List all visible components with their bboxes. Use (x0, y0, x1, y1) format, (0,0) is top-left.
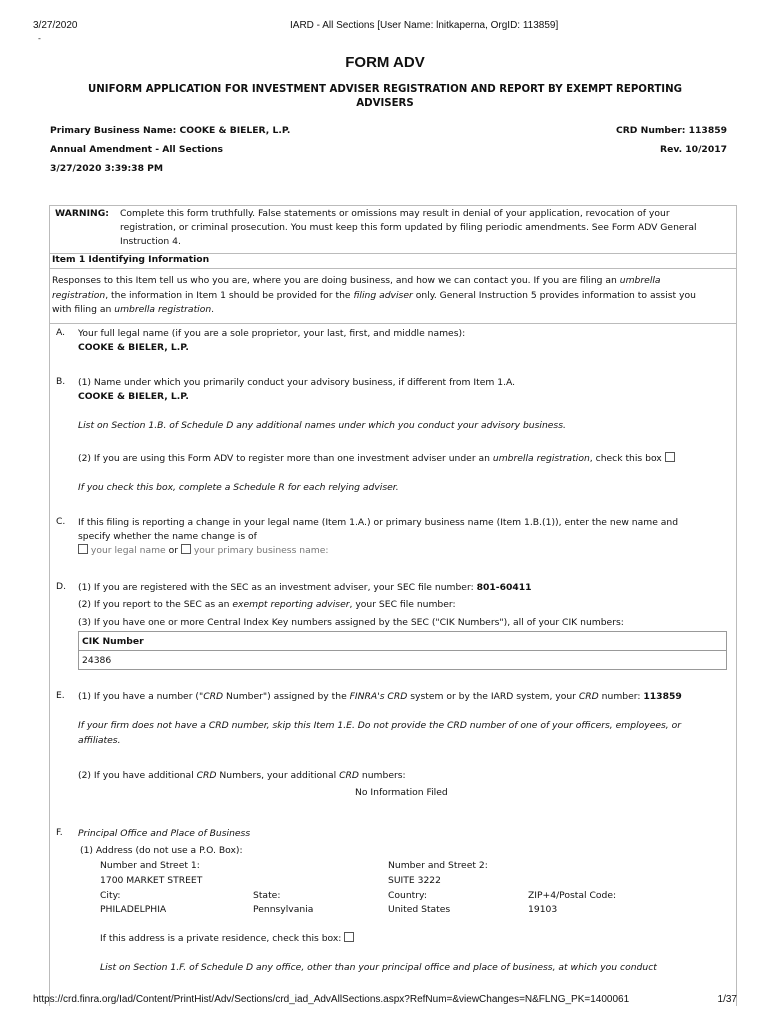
zip-label: ZIP+4/Postal Code: (528, 890, 617, 901)
item-e-note2: affiliates. (78, 735, 121, 746)
item1-heading: Item 1 Identifying Information (52, 254, 210, 265)
item-e-q2: (2) If you have additional CRD Numbers, your additional CRD numbers: (78, 770, 406, 781)
item-b-q2: (2) If you are using this Form ADV to register more than one investment adviser under an umbrella registration, check this box (78, 452, 675, 467)
street1-value: 1700 MARKET STREET (100, 875, 203, 886)
sec-file-number: 801-60411 (476, 582, 532, 593)
item-b-answer: COOKE & BIELER, L.P. (78, 391, 189, 402)
warning-label: WARNING: (55, 208, 109, 219)
item-a-letter: A. (56, 327, 66, 338)
street2-value: SUITE 3222 (388, 875, 441, 886)
footer-url[interactable]: https://crd.finra.org/Iad/Content/PrintHist/Adv/Sections/crd_iad_AdvAllSections.aspx?RefNum=&viewChanges=N&FLNG_PK=1400061 (33, 994, 630, 1005)
business-name-label: your primary business name: (193, 545, 329, 556)
item-d-letter: D. (56, 581, 66, 592)
state-label: State: (253, 890, 281, 901)
item-a-question: Your full legal name (if you are a sole proprietor, your last, first, and middle names): (78, 328, 466, 339)
divider (49, 323, 736, 324)
item-c-line1: If this filing is reporting a change in your legal name (Item 1.A.) or primary business name (Item 1.B.(1)), enter the new name and (78, 517, 679, 528)
cik-header: CIK Number (79, 632, 727, 651)
business-name-checkbox[interactable] (181, 544, 191, 554)
item-b-note: List on Section 1.B. of Schedule D any additional names under which you conduct your advisory business. (78, 420, 566, 431)
no-info-filed: No Information Filed (355, 787, 448, 798)
item-f-q1: (1) Address (do not use a P.O. Box): (80, 845, 243, 856)
city-value: PHILADELPHIA (100, 904, 167, 915)
cik-table (78, 631, 727, 670)
form-timestamp: 3/27/2020 3:39:38 PM (50, 163, 164, 174)
table-row (79, 651, 727, 670)
item-d-q3: (3) If you have one or more Central Index Key numbers assigned by the SEC ("CIK Numbers"), all of your CIK numbers: (78, 617, 624, 628)
print-title: IARD - All Sections [User Name: lnitkaperna, OrgID: 113859] (290, 20, 559, 31)
item-b-q1: (1) Name under which you primarily conduct your advisory business, if different from Item 1.A. (78, 377, 516, 388)
item-c-line2: specify whether the name change is of (78, 531, 257, 542)
form-subtitle-line2: ADVISERS (356, 98, 414, 109)
cik-value: 24386 (79, 651, 727, 670)
legal-name-checkbox[interactable] (78, 544, 88, 554)
item-d-q1: (1) If you are registered with the SEC as an investment adviser, your SEC file number: 801-60411 (78, 582, 532, 593)
item-b-letter: B. (56, 376, 66, 387)
item-f-letter: F. (56, 827, 63, 838)
print-date: 3/27/2020 (33, 20, 78, 31)
table-header-row (79, 632, 727, 651)
form-revision: Rev. 10/2017 (660, 144, 727, 155)
private-residence-checkbox[interactable] (344, 932, 354, 942)
country-label: Country: (388, 890, 427, 901)
item-d-q2: (2) If you report to the SEC as an exempt reporting adviser, your SEC file number: (78, 599, 456, 610)
umbrella-registration-checkbox[interactable] (665, 452, 675, 462)
crd-number: CRD Number: 113859 (615, 125, 727, 136)
street1-label: Number and Street 1: (100, 860, 200, 871)
private-residence: If this address is a private residence, check this box: (100, 932, 354, 947)
item-e-note1: If your firm does not have a CRD number, skip this Item 1.E. Do not provide the CRD number of one of your officers, employees, or (78, 720, 682, 731)
item1-intro: Responses to this Item tell us who you are, where you are doing business, and how we can contact you. If you are filing an umbrella registration, the information in Item 1 should be provided for the filing adviser only. General Instruction 5 provides information to assist you with filing an umbrella registration. (52, 275, 696, 315)
item-e-letter: E. (56, 690, 65, 701)
street2-label: Number and Street 2: (388, 860, 488, 871)
item-c-letter: C. (56, 516, 66, 527)
item-b-note2: If you check this box, complete a Schedule R for each relying adviser. (78, 482, 399, 493)
warning-line3: Instruction 4. (120, 236, 181, 247)
form-subtitle-line1: UNIFORM APPLICATION FOR INVESTMENT ADVISER REGISTRATION AND REPORT BY EXEMPT REPORTING (88, 84, 682, 95)
item-c-options: your legal name or your primary business name: (78, 544, 328, 559)
warning-line1: Complete this form truthfully. False statements or omissions may result in denial of your application, revocation of your (120, 208, 670, 219)
item-a-answer: COOKE & BIELER, L.P. (78, 342, 189, 353)
amendment-type: Annual Amendment - All Sections (50, 144, 224, 155)
item-f-heading: Principal Office and Place of Business (78, 828, 251, 839)
form-title: FORM ADV (345, 54, 425, 71)
state-value: Pennsylvania (253, 904, 314, 915)
header-dash: - (38, 34, 41, 43)
zip-value: 19103 (528, 904, 558, 915)
crd-number-value: 113859 (643, 691, 682, 702)
warning-line2: registration, or criminal prosecution. You must keep this form updated by filing periodic amendments. See Form ADV General (120, 222, 697, 233)
item-f-list-note: List on Section 1.F. of Schedule D any office, other than your principal office and place of business, at which you conduct (100, 962, 657, 973)
legal-name-label: your legal name (90, 545, 166, 556)
item-e-q1: (1) If you have a number ("CRD Number") assigned by the FINRA's CRD system or by the IARD system, your CRD number: 113859 (78, 691, 682, 702)
country-value: United States (388, 904, 451, 915)
primary-business-name: Primary Business Name: COOKE & BIELER, L.P. (50, 125, 291, 136)
page-number: 1/37 (717, 994, 737, 1005)
city-label: City: (100, 890, 121, 901)
divider (49, 268, 736, 269)
